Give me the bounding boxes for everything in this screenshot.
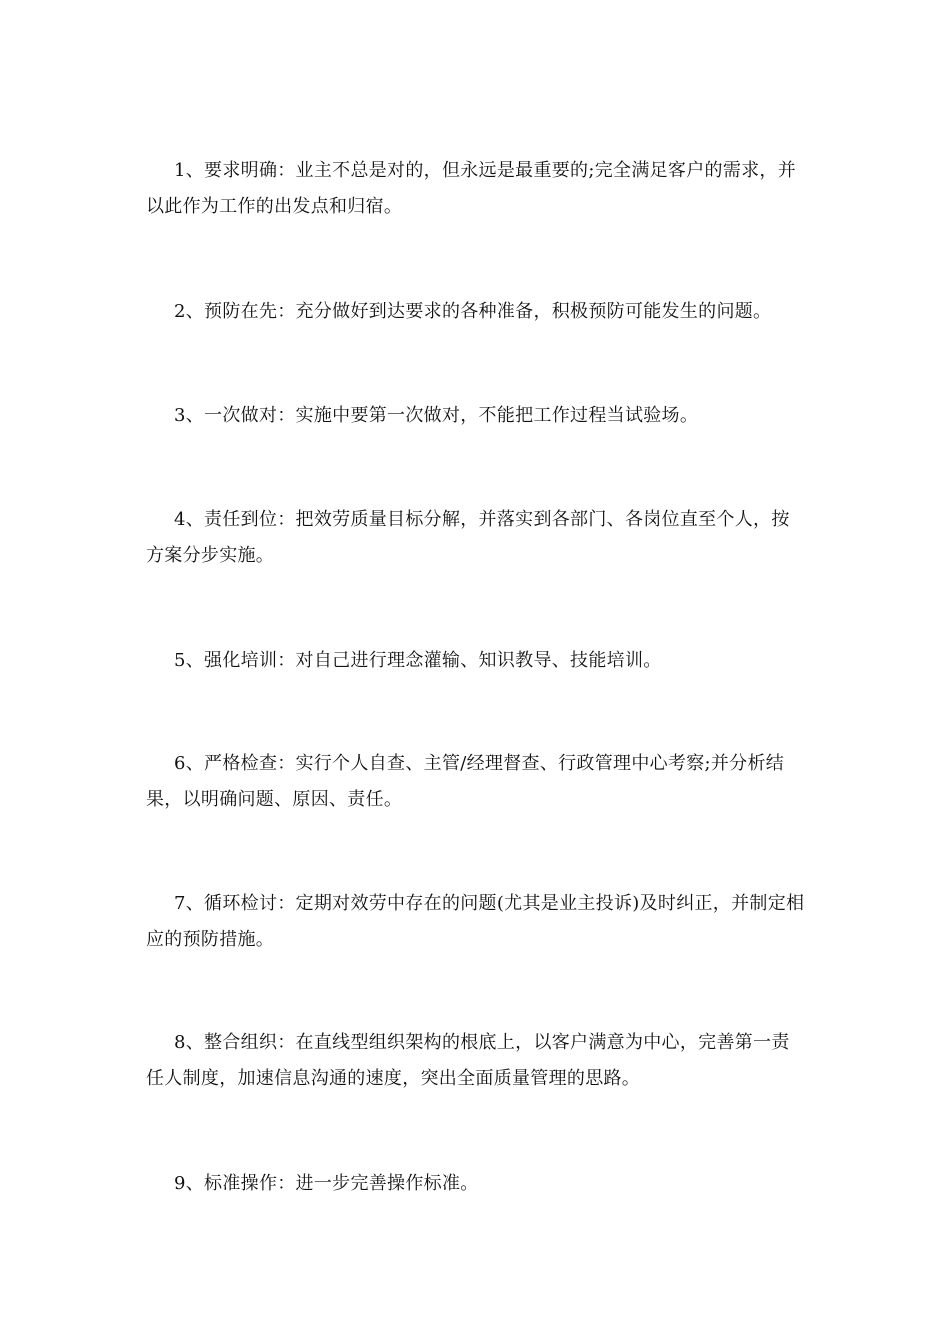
paragraph-9: 9、标准操作：进一步完善操作标准。 xyxy=(174,1173,479,1194)
paragraph-1: 1、要求明确：业主不总是对的，但永远是最重要的;完全满足客户的需求，并以此作为工作的出发点和归宿。 xyxy=(146,160,797,217)
paragraph-4: 4、责任到位：把效劳质量目标分解，并落实到各部门、各岗位直至个人，按方案分步实施。 xyxy=(146,509,790,566)
paragraph-3: 3、一次做对：实施中要第一次做对，不能把工作过程当试验场。 xyxy=(174,405,699,426)
paragraph-5: 5、强化培训：对自己进行理念灌输、知识教导、技能培训。 xyxy=(174,650,662,671)
paragraph-8: 8、整合组织：在直线型组织架构的根底上，以客户满意为中心，完善第一责任人制度，加速信息沟通的速度，突出全面质量管理的思路。 xyxy=(146,1032,790,1089)
paragraph-2: 2、预防在先：充分做好到达要求的各种准备，积极预防可能发生的问题。 xyxy=(174,301,772,322)
paragraph-7: 7、循环检讨：定期对效劳中存在的问题(尤其是业主投诉)及时纠正，并制定相应的预防措施。 xyxy=(146,893,805,950)
paragraph-6: 6、严格检查：实行个人自查、主管/经理督查、行政管理中心考察;并分析结果，以明确问题、原因、责任。 xyxy=(146,753,785,810)
